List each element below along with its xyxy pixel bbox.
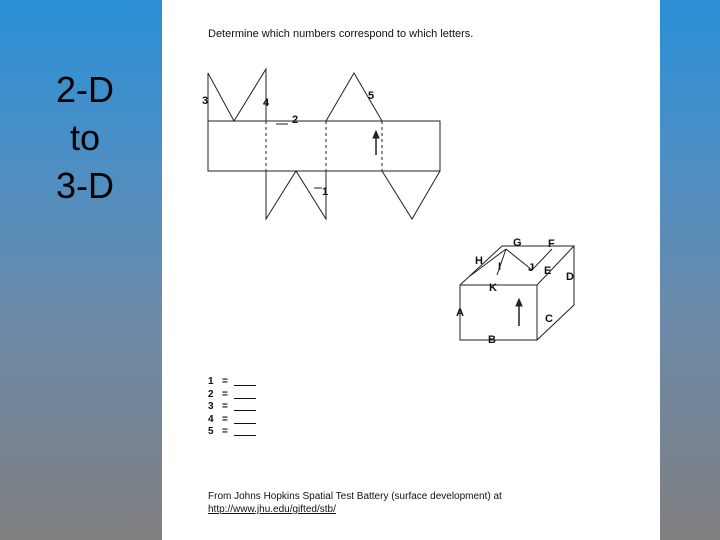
cube-front-face (460, 285, 537, 340)
answer-blank (234, 401, 256, 411)
net-label-1: 1 (322, 186, 329, 198)
net-label-4: 4 (263, 97, 270, 109)
slide-title (40, 66, 130, 210)
source-citation (208, 490, 502, 516)
cube-label-C: C (545, 313, 553, 325)
cube-label-H: H (475, 255, 483, 267)
cube-label-G: G (513, 237, 522, 249)
cube-label-F: F (548, 238, 555, 250)
answer-row (208, 414, 256, 427)
answer-row (208, 389, 256, 402)
net-bottom-left-flaps (266, 171, 329, 219)
cube-label-D: D (566, 271, 574, 283)
net-bottom-right-flap (382, 171, 440, 219)
answer-equals: = (222, 426, 228, 437)
cube-label-J: J (528, 262, 535, 274)
net-label-5: 5 (368, 90, 375, 102)
answer-equals: = (222, 401, 228, 412)
source-url[interactable]: http://www.jhu.edu/gifted/stb/ (208, 504, 336, 515)
answer-equals: = (222, 388, 228, 400)
answer-blank (234, 389, 256, 399)
net-strip (208, 121, 440, 171)
cube-label-I: I (498, 261, 502, 273)
answer-number: 4 (208, 413, 214, 425)
net-top-left-flaps (208, 69, 266, 121)
answer-row (208, 401, 256, 414)
answer-blank (234, 414, 256, 424)
worksheet-image (162, 0, 660, 540)
answer-blank (234, 376, 256, 386)
answer-equals: = (222, 376, 228, 387)
answer-row (208, 426, 256, 439)
source-text: From Johns Hopkins Spatial Test Battery (surface development) at (208, 491, 502, 502)
worksheet-instruction: Determine which numbers correspond to which letters. (208, 28, 474, 40)
answer-number: 1 (208, 376, 214, 387)
answer-number: 3 (208, 401, 214, 412)
net-label-2: 2 (292, 114, 299, 126)
slide-title-line-2: to (69, 117, 101, 158)
answer-row (208, 376, 256, 389)
net-arrow-head (373, 131, 379, 138)
answer-equals: = (222, 413, 228, 425)
net-label-3: 3 (202, 95, 209, 107)
cube-right-face (537, 246, 574, 340)
slide-title-line-3: 3-D (55, 165, 114, 206)
cube-label-K: K (489, 282, 497, 294)
worksheet-figures (162, 0, 660, 540)
cube-arrow-head (516, 299, 522, 306)
answer-number: 2 (208, 388, 214, 400)
answer-blank (234, 426, 256, 436)
cube-label-B: B (488, 334, 496, 346)
cube-label-E: E (544, 265, 552, 277)
answer-number: 5 (208, 426, 214, 437)
slide-title-line-1: 2-D (55, 69, 114, 110)
cube-label-A: A (456, 307, 464, 319)
answer-list (208, 376, 256, 439)
